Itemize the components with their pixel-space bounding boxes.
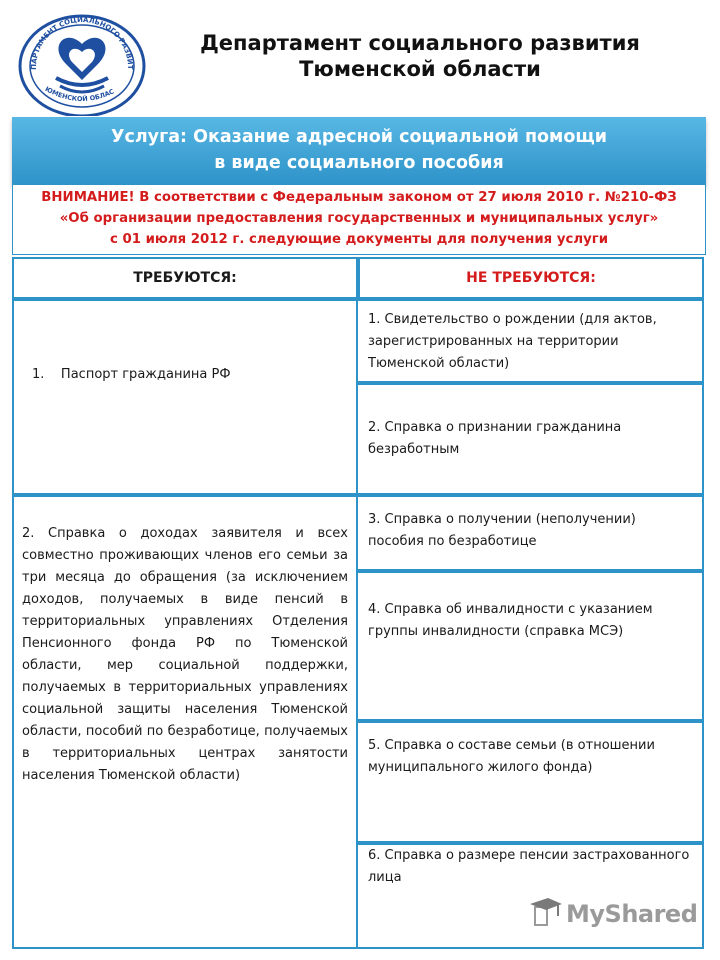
notice-line-3: с 01 июля 2012 г. следующие документы для получения услуги <box>109 232 609 247</box>
service-line-1: Услуга: Оказание адресной социальной помощи <box>110 127 607 147</box>
title-line-2: Тюменской области <box>299 57 541 81</box>
notice-box <box>12 185 706 255</box>
mortarboard-icon <box>528 896 562 930</box>
not-required-item-1: 1. Свидетельство о рождении (для актов, зарегистрированных на территории Тюменской области) <box>358 299 704 383</box>
logo-bottom-text: ЮМЕНСКОЙ ОБЛАС <box>43 84 116 104</box>
not-required-item-6: 6. Справка о размере пенсии застрахованного лица <box>358 843 704 949</box>
department-logo <box>14 6 150 116</box>
notice-line-1: ВНИМАНИЕ! В соответствии с Федеральным законом от 27 июля 2010 г. №210-ФЗ <box>41 190 677 205</box>
page-title <box>160 30 680 82</box>
not-required-item-4: 4. Справка об инвалидности с указанием группы инвалидности (справка МСЭ) <box>358 571 704 721</box>
notice-line-2: «Об организации предоставления государственных и муниципальных услуг» <box>59 211 659 226</box>
required-item-1 <box>12 299 358 495</box>
service-line-2: в виде социального пособия <box>214 153 504 173</box>
required-item-2: 2. Справка о доходах заявителя и всех совместно проживающих членов его семьи за три месяца до обращения (за исключением доходов, получаемых в виде пенсий в территориальных управлениях Отделения Пенсионного фонда РФ по Тюменской области, мер социальной поддержки, получаемых в территориальных управлениях социальной защиты населения Тюменской области, пособий по безработице, получаемых в территориальных центрах занятости населения Тюменской области) <box>12 495 358 949</box>
required-header: ТРЕБУЮТСЯ: <box>12 257 358 299</box>
watermark-text: MyShared <box>566 900 698 928</box>
not-required-item-2: 2. Справка о признании гражданина безработным <box>358 383 704 495</box>
required-item-1-text: 1. Паспорт гражданина РФ <box>32 367 231 382</box>
title-line-1: Департамент социального развития <box>200 31 640 55</box>
not-required-item-3: 3. Справка о получении (неполучении) пособия по безработице <box>358 495 704 571</box>
not-required-item-5: 5. Справка о составе семьи (в отношении муниципального жилого фонда) <box>358 721 704 843</box>
watermark <box>528 894 698 934</box>
logo-top-text: ПАРТАМЕНТ СОЦИАЛЬНОГО РАЗВИТ <box>29 15 135 70</box>
service-banner <box>12 117 706 185</box>
not-required-header: НЕ ТРЕБУЮТСЯ: <box>358 257 704 299</box>
